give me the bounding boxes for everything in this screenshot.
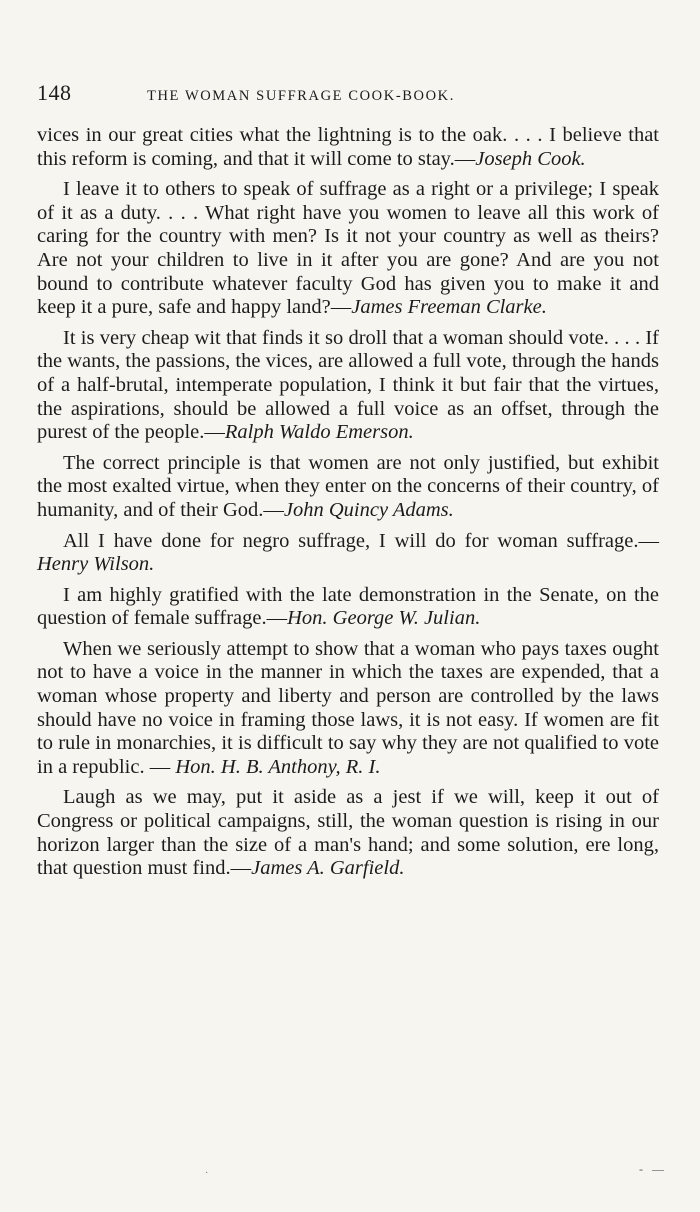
quote-text: I am highly gratified with the late demonstration in the Senate, on the question of female suffrage.: [37, 583, 659, 630]
quote-text: All I have done for negro suffrage, I will do for woman suffrage.: [63, 529, 639, 552]
book-page: [37, 80, 659, 888]
em-dash: —: [454, 147, 476, 170]
em-dash: —: [204, 421, 225, 444]
print-mark: - —: [639, 1162, 667, 1176]
quote-paragraph: [37, 124, 659, 171]
quote-text: It is very cheap wit that finds it so droll that a woman should vote. . . . If the wants, the passions, the vices, are allowed a full vote, through the hands of a half-brutal, intemperate population, I think it but fair that the virtues, the aspirations, should be allowed a full voice as an offset, through the purest of the people.: [37, 326, 659, 444]
quote-paragraph: [37, 786, 659, 880]
quote-paragraph: [37, 327, 659, 445]
quote-text: When we seriously attempt to show that a woman who pays taxes ought not to have a voice in the manner in which the taxes are expended, that a woman whose property and liberty and person are controlled by the laws should have no voice in framing those laws, it is not easy. If women are fit to rule in monarchies, it is difficult to say why they are not qualified to vote in a republic.: [37, 637, 659, 778]
em-dash: —: [330, 296, 352, 319]
em-dash: —: [638, 529, 659, 552]
quote-attribution: James A. Garfield.: [251, 857, 405, 880]
page-number: 148: [37, 80, 72, 105]
quote-attribution: Hon. H. B. Anthony, R. I.: [175, 755, 381, 778]
quote-attribution: Joseph Cook.: [475, 147, 586, 170]
print-speck: ·: [205, 1168, 209, 1179]
quote-paragraph: [37, 584, 659, 631]
quote-text: The correct principle is that women are not only justified, but exhibit the most exalted virtue, when they enter on the concerns of their country, of humanity, and of their God.: [37, 451, 659, 521]
quote-paragraph: [37, 178, 659, 320]
quote-attribution: James Freeman Clarke.: [351, 296, 547, 319]
page-header: [37, 80, 659, 106]
em-dash: —: [263, 498, 284, 521]
em-dash: —: [149, 755, 171, 778]
em-dash: —: [230, 857, 252, 880]
em-dash: —: [266, 607, 288, 630]
quote-attribution: Hon. George W. Julian.: [287, 607, 481, 630]
quote-text: vices in our great cities what the lightning is to the oak. . . . I believe that this reform is coming, and that it will come to stay.: [37, 124, 659, 170]
quote-text: I leave it to others to speak of suffrage as a right or a privilege; I speak of it as a duty. . . . What right have you women to leave all this work of caring for the country with men? Is it not your country as well as theirs? Are not your children to live in it after you are gone? And are you not bound to contribute whatever faculty God has given you to make it and keep it a pure, safe and happy land?: [37, 178, 659, 319]
quote-attribution: Henry Wilson.: [37, 553, 155, 576]
quote-attribution: John Quincy Adams.: [283, 498, 454, 521]
quote-paragraph: [37, 530, 659, 577]
quote-attribution: Ralph Waldo Emerson.: [224, 421, 414, 444]
quote-paragraph: [37, 638, 659, 780]
quote-paragraph: [37, 452, 659, 523]
running-head: THE WOMAN SUFFRAGE COOK-BOOK.: [147, 88, 455, 104]
quote-text: Laugh as we may, put it aside as a jest if we will, keep it out of Congress or political campaigns, still, the woman question is rising in our horizon larger than the size of a man's hand; and some solution, ere long, that question must find.: [37, 786, 659, 880]
